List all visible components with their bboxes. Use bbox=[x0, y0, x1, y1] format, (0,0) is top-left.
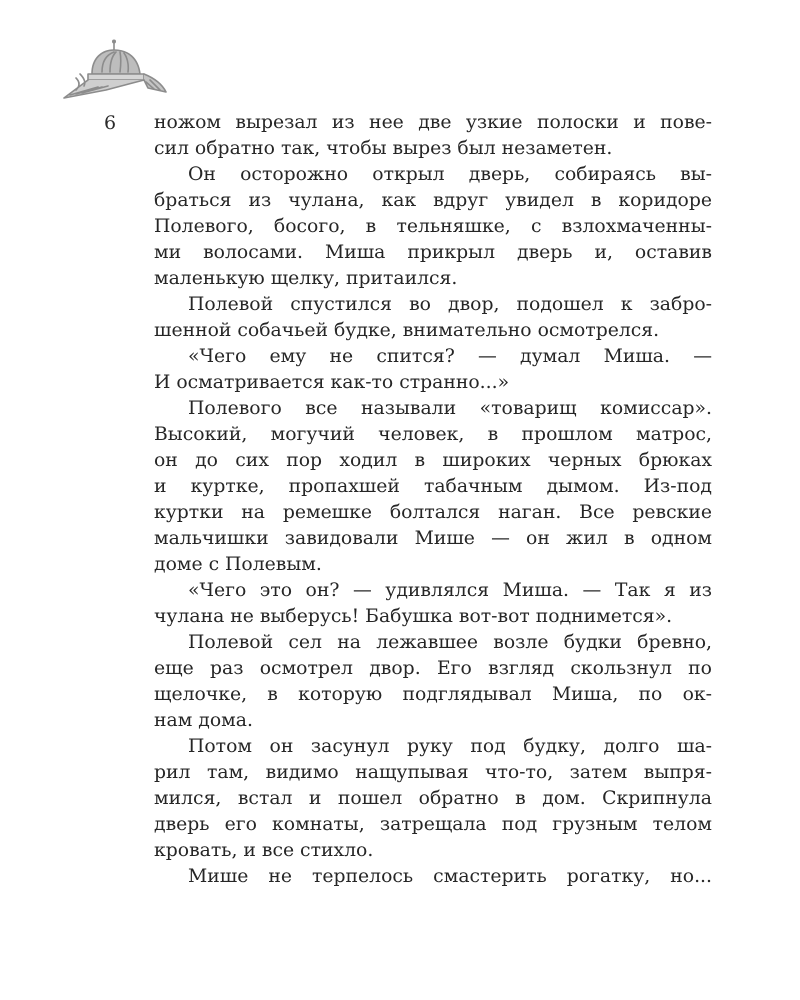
text-line: доме с Полевым. bbox=[154, 554, 322, 575]
text-line: Он осторожно открыл дверь, собираясь вы- bbox=[188, 164, 712, 185]
text-line: нам дома. bbox=[154, 710, 253, 731]
text-line: кровать, и все стихло. bbox=[154, 840, 374, 861]
helmet-icon bbox=[58, 38, 170, 104]
text-line: ми волосами. Миша прикрыл дверь и, оставив bbox=[154, 242, 712, 263]
text-line: браться из чулана, как вдруг увидел в коридоре bbox=[154, 190, 712, 211]
text-line: щелочке, в которую подглядывал Миша, по ок- bbox=[154, 684, 712, 705]
page-number: 6 bbox=[104, 112, 117, 134]
text-line: Высокий, могучий человек, в прошлом матрос, bbox=[154, 424, 712, 445]
text-line: мальчишки завидовали Мише — он жил в одном bbox=[154, 528, 712, 549]
text-line: ножом вырезал из нее две узкие полоски и пове- bbox=[154, 112, 712, 133]
text-line: маленькую щелку, притаился. bbox=[154, 268, 458, 289]
text-line: «Чего ему не спится? — думал Миша. — bbox=[188, 346, 712, 367]
text-line: И осматривается как-то странно...» bbox=[154, 372, 510, 393]
text-line: рил там, видимо нащупывая что-то, затем выпря- bbox=[154, 762, 712, 783]
text-line: Потом он засунул руку под будку, долго ша- bbox=[188, 736, 712, 757]
body-text bbox=[154, 110, 712, 890]
text-line: мился, встал и пошел обратно в дом. Скрипнула bbox=[154, 788, 712, 809]
text-line: чулана не выберусь! Бабушка вот-вот поднимется». bbox=[154, 606, 673, 627]
text-line: Полевой сел на лежавшее возле будки бревно, bbox=[188, 632, 712, 653]
text-line: Полевого все называли «товарищ комиссар». bbox=[188, 398, 712, 419]
text-line: Полевой спустился во двор, подошел к забро- bbox=[188, 294, 712, 315]
text-line: и куртке, пропахшей табачным дымом. Из-под bbox=[154, 476, 712, 497]
text-line: дверь его комнаты, затрещала под грузным телом bbox=[154, 814, 712, 835]
text-line: Мише не терпелось смастерить рогатку, но... bbox=[188, 866, 712, 887]
text-line: Полевого, босого, в тельняшке, с взлохмаченны- bbox=[154, 216, 712, 237]
text-line: еще раз осмотрел двор. Его взгляд скользнул по bbox=[154, 658, 712, 679]
text-line: куртки на ремешке болтался наган. Все ревские bbox=[154, 502, 712, 523]
text-line: шенной собачьей будке, внимательно осмотрелся. bbox=[154, 320, 660, 341]
text-line: он до сих пор ходил в широких черных брюках bbox=[154, 450, 712, 471]
text-line: сил обратно так, чтобы вырез был незаметен. bbox=[154, 138, 613, 159]
text-line: «Чего это он? — удивлялся Миша. — Так я из bbox=[188, 580, 712, 601]
